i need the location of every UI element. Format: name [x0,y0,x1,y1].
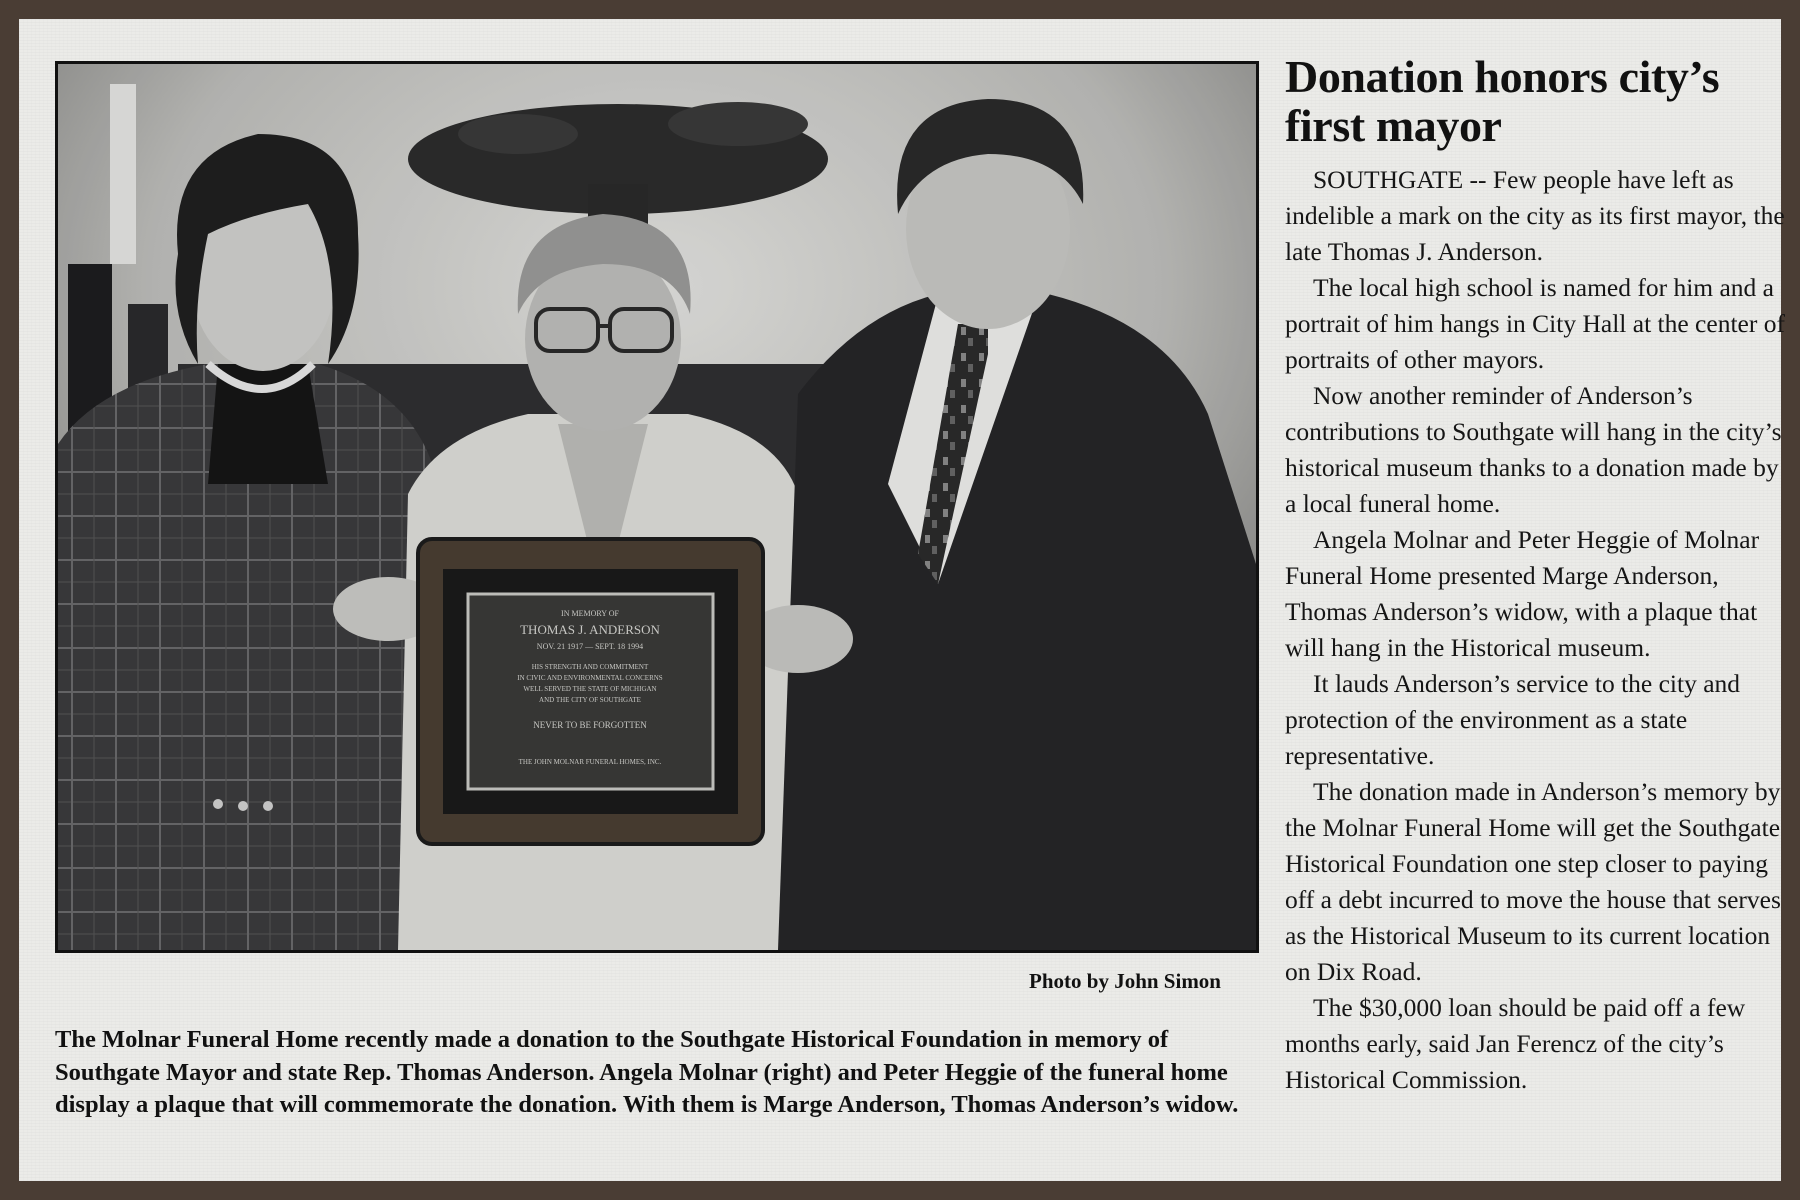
plaque-text: HIS STRENGTH AND COMMITMENT [531,663,649,671]
headline: Donation honors city’s first mayor [1285,51,1720,151]
photo-caption: The Molnar Funeral Home recently made a donation to the Southgate Historical Foundation in memory of Southgate Mayor and state Rep. Thomas Anderson. Angela Molnar (right) and Peter Heggie of the funeral home display a plaque that will commemorate the donation. With them is Marge Anderson, Thomas Anderson’s widow. [55,1026,1239,1118]
newspaper-clipping [19,19,1785,1181]
article-paragraph: It lauds Anderson’s service to the city and protection of the environment as a state representative. [1285,669,1741,770]
article-paragraph: Angela Molnar and Peter Heggie of Molnar Funeral Home presented Marge Anderson, Thomas Anderson’s widow, with a plaque that will hang in the Historical museum. [1285,525,1760,662]
plaque-text: THOMAS J. ANDERSON [520,622,660,637]
article-paragraph: The local high school is named for him and a portrait of him hangs in City Hall at the center of portraits of other mayors. [1285,273,1785,374]
plaque-text: NEVER TO BE FORGOTTEN [533,720,647,730]
plaque-text: AND THE CITY OF SOUTHGATE [539,696,641,704]
plaque-text: THE JOHN MOLNAR FUNERAL HOMES, INC. [518,758,662,766]
news-photo [55,61,1259,953]
plaque-text: IN MEMORY OF [561,609,619,618]
article-paragraph: Now another reminder of Anderson’s contributions to Southgate will hang in the city’s historical museum thanks to a donation made by a local funeral home. [1285,381,1782,518]
article-paragraph: The $30,000 loan should be paid off a few months early, said Jan Ferencz of the city’s Historical Commission. [1285,993,1746,1094]
plaque-text: NOV. 21 1917 — SEPT. 18 1994 [536,642,644,651]
article-body [1285,162,1785,1098]
plaque-text: IN CIVIC AND ENVIRONMENTAL CONCERNS [517,674,663,682]
plaque-text: WELL SERVED THE STATE OF MICHIGAN [523,685,657,693]
photo-credit: Photo by John Simon [1029,969,1221,993]
article-paragraph: SOUTHGATE -- Few people have left as indelible a mark on the city as its first mayor, the late Thomas J. Anderson. [1285,165,1785,266]
article-paragraph: The donation made in Anderson’s memory by the Molnar Funeral Home will get the Southgate Historical Foundation one step closer to paying off a debt incurred to move the house that serves as the Historical Museum to its current location on Dix Road. [1285,777,1781,986]
